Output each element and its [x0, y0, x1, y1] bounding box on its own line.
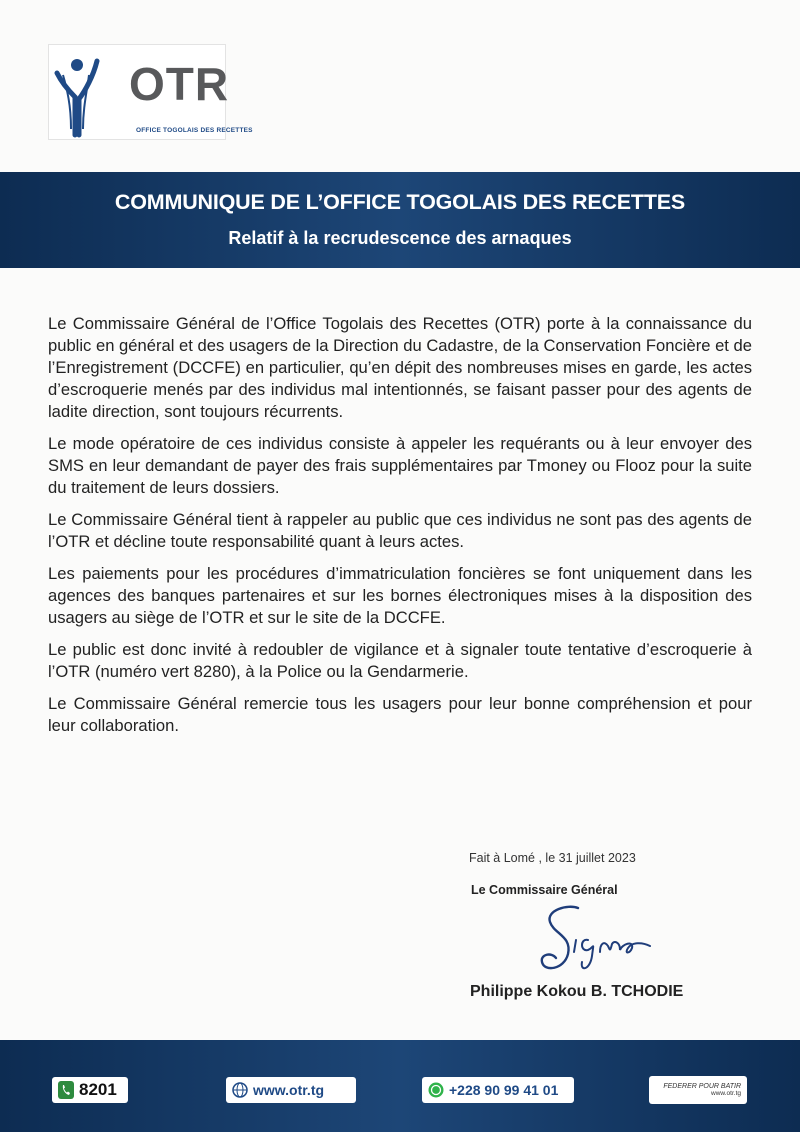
whatsapp-badge [422, 1077, 574, 1103]
motto-site: www.otr.tg [711, 1090, 741, 1097]
whatsapp-icon [428, 1082, 444, 1098]
communique-body [48, 313, 752, 747]
motto-text: FEDERER POUR BATIR [663, 1083, 741, 1090]
footer-band [0, 1040, 800, 1132]
website-link[interactable]: www.otr.tg [253, 1082, 325, 1098]
logo-subtitle: OFFICE TOGOLAIS DES RECETTES [136, 127, 253, 134]
otr-figure-icon [49, 45, 139, 141]
otr-logo [48, 44, 253, 140]
phone-icon [58, 1081, 74, 1099]
place-date: Fait à Lomé , le 31 juillet 2023 [469, 851, 636, 865]
phone-badge [52, 1077, 128, 1103]
document-title: COMMUNIQUE DE L’OFFICE TOGOLAIS DES RECETTES [114, 190, 686, 214]
paragraph: Le mode opératoire de ces individus consiste à appeler les requérants ou à leur envoyer des SMS en leur demandant de payer des frais supplémentaires par Tmoney ou Flooz pour la suite du traitement de leurs dossiers. [48, 434, 752, 497]
paragraph: Le Commissaire Général tient à rappeler au public que ces individus ne sont pas des agents de l’OTR et décline toute responsabilité quant à leurs actes. [48, 510, 752, 551]
signer-title: Le Commissaire Général [471, 883, 618, 897]
website-badge[interactable] [226, 1077, 356, 1103]
phone-number: 8201 [79, 1080, 117, 1099]
globe-icon [232, 1082, 248, 1098]
document-subtitle: Relatif à la recrudescence des arnaques [228, 228, 572, 248]
title-banner [0, 172, 800, 268]
paragraph: Le Commissaire Général remercie tous les usagers pour leur bonne compréhension et pour leur collaboration. [48, 694, 752, 735]
paragraph: Le public est donc invité à redoubler de vigilance et à signaler toute tentative d’escroquerie à l’OTR (numéro vert 8280), à la Police ou la Gendarmerie. [48, 640, 752, 681]
logo-text: OTR [129, 58, 230, 110]
whatsapp-number: +228 90 99 41 01 [449, 1082, 559, 1098]
signer-name: Philippe Kokou B. TCHODIE [470, 983, 684, 1000]
handwritten-signature [538, 900, 678, 980]
paragraph: Les paiements pour les procédures d’immatriculation foncières se font uniquement dans les agences des banques partenaires et sur les bornes électroniques mises à la disposition des usagers au siège de l’OTR et sur le site de la DCCFE. [48, 564, 752, 627]
motto-badge [649, 1076, 747, 1104]
paragraph: Le Commissaire Général de l’Office Togolais des Recettes (OTR) porte à la connaissance du public en général et des usagers de la Direction du Cadastre, de la Conservation Foncière et de l’Enregistrement (DCCFE) en particulier, qu’en dépit des nombreuses mises en garde, les actes d’escroquerie menés par des individus mal intentionnés, se faisant passer pour des agents de ladite direction, sont toujours récurrents. [48, 314, 752, 421]
